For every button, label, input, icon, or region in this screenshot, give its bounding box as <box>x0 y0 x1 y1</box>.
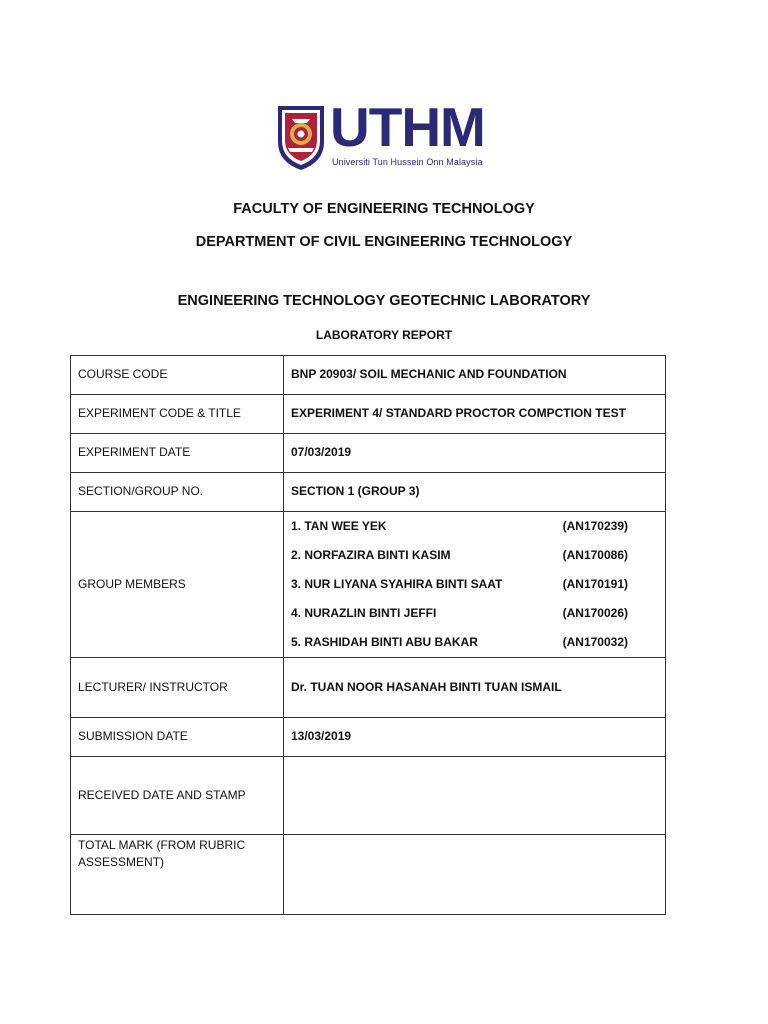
member-name: 2. NORFAZIRA BINTI KASIM <box>291 548 451 562</box>
submission-date-value: 13/03/2019 <box>284 718 666 757</box>
lecturer-value: Dr. TUAN NOOR HASANAH BINTI TUAN ISMAIL <box>284 658 666 718</box>
experiment-date-label: EXPERIMENT DATE <box>71 434 284 473</box>
table-row <box>71 658 666 718</box>
member-name: 1. TAN WEE YEK <box>291 519 387 533</box>
group-members-cell <box>284 512 666 658</box>
faculty-heading: FACULTY OF ENGINEERING TECHNOLOGY <box>233 201 535 217</box>
table-row <box>71 512 666 658</box>
logo-subtitle: Universiti Tun Hussein Onn Malaysia <box>332 157 483 167</box>
laboratory-heading: ENGINEERING TECHNOLOGY GEOTECHNIC LABORATORY <box>177 293 591 309</box>
total-mark-label: TOTAL MARK (FROM RUBRIC ASSESSMENT) <box>71 835 284 915</box>
member-id: (AN170032) <box>562 635 628 649</box>
department-heading: DEPARTMENT OF CIVIL ENGINEERING TECHNOLOGY <box>195 234 573 250</box>
list-item <box>291 599 658 628</box>
member-id: (AN170239) <box>562 519 628 533</box>
list-item <box>291 512 658 541</box>
member-name: 5. RASHIDAH BINTI ABU BAKAR <box>291 635 478 649</box>
section-label: SECTION/GROUP NO. <box>71 473 284 512</box>
list-item <box>291 541 658 570</box>
experiment-value: EXPERIMENT 4/ STANDARD PROCTOR COMPCTION TEST <box>284 395 666 434</box>
group-members-label: GROUP MEMBERS <box>71 512 284 658</box>
uthm-logo <box>276 96 492 176</box>
list-item <box>291 570 658 599</box>
table-row <box>71 757 666 835</box>
total-mark-value <box>284 835 666 915</box>
table-row <box>71 835 666 915</box>
table-row <box>71 434 666 473</box>
report-type-heading: LABORATORY REPORT <box>315 328 453 342</box>
report-info-table <box>70 355 666 915</box>
lecturer-label: LECTURER/ INSTRUCTOR <box>71 658 284 718</box>
received-stamp-value <box>284 757 666 835</box>
table-row <box>71 356 666 395</box>
member-name: 4. NURAZLIN BINTI JEFFI <box>291 606 437 620</box>
member-name: 3. NUR LIYANA SYAHIRA BINTI SAAT <box>291 577 503 591</box>
experiment-label: EXPERIMENT CODE & TITLE <box>71 395 284 434</box>
member-id: (AN170026) <box>562 606 628 620</box>
course-code-value: BNP 20903/ SOIL MECHANIC AND FOUNDATION <box>284 356 666 395</box>
member-id: (AN170086) <box>562 548 628 562</box>
experiment-date-value: 07/03/2019 <box>284 434 666 473</box>
section-value: SECTION 1 (GROUP 3) <box>284 473 666 512</box>
submission-date-label: SUBMISSION DATE <box>71 718 284 757</box>
group-members-list <box>291 512 658 657</box>
course-code-label: COURSE CODE <box>71 356 284 395</box>
logo-wordmark: UTHM <box>330 96 485 158</box>
table-row <box>71 718 666 757</box>
list-item <box>291 628 658 657</box>
received-stamp-label: RECEIVED DATE AND STAMP <box>71 757 284 835</box>
member-id: (AN170191) <box>562 577 628 591</box>
table-row <box>71 395 666 434</box>
uthm-crest-icon <box>276 104 326 172</box>
table-row <box>71 473 666 512</box>
